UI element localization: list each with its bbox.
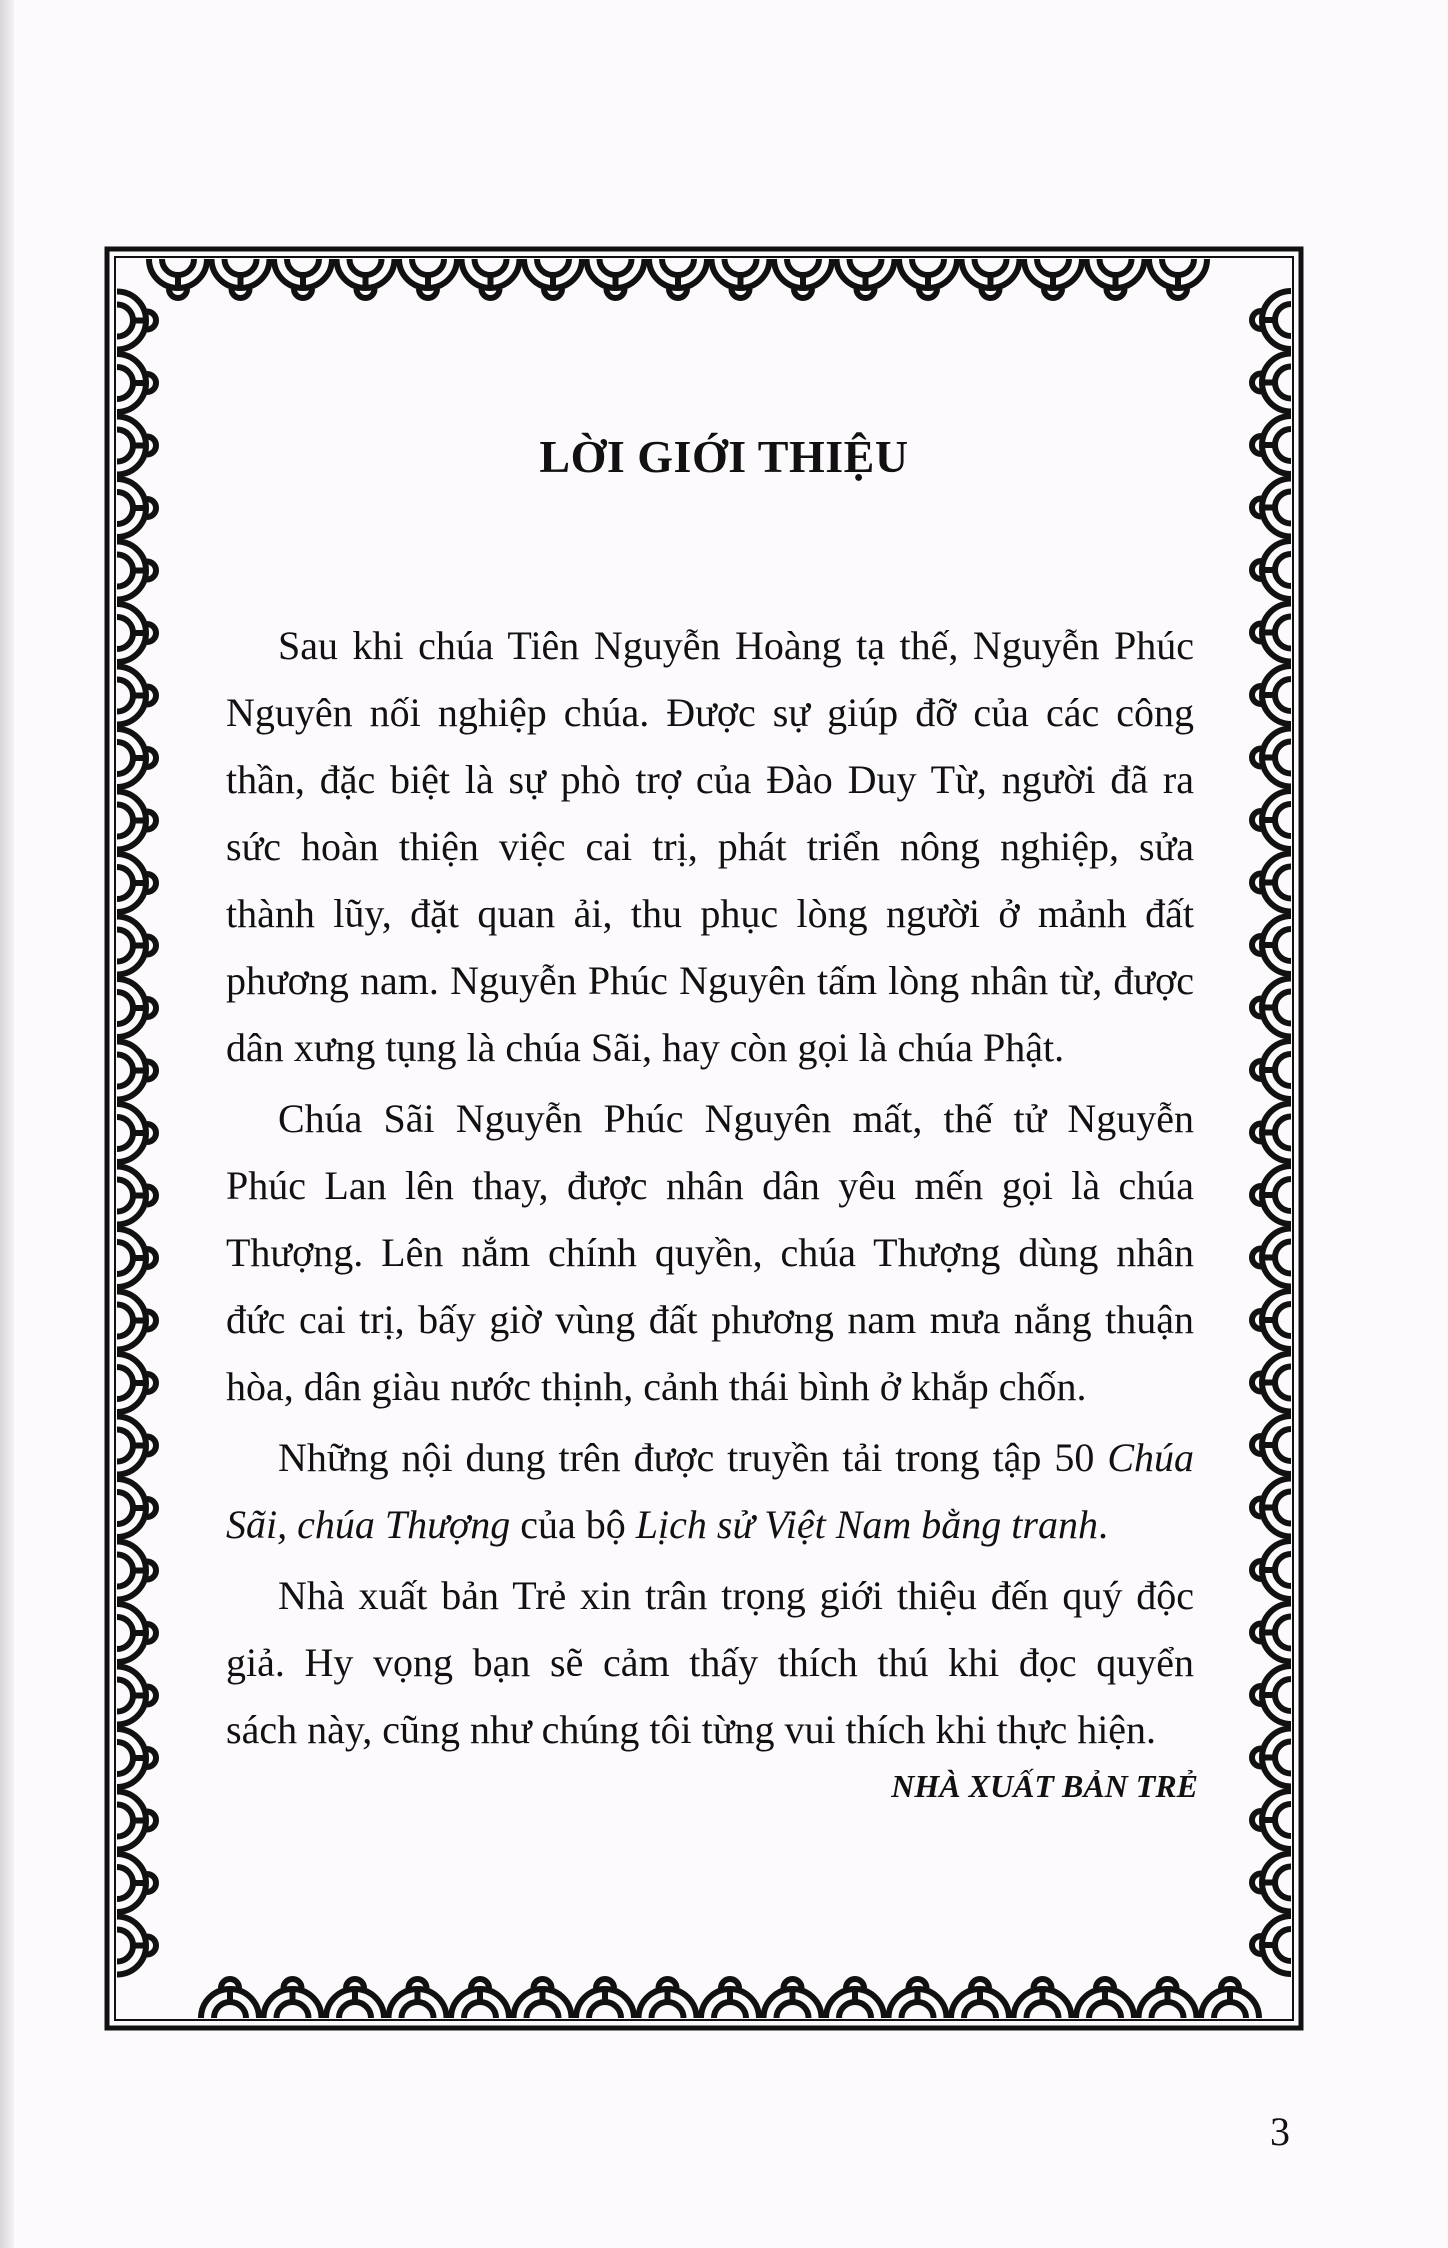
- border-motif-left: [117, 1042, 156, 1100]
- border-motif-right: [1252, 1729, 1291, 1787]
- border-motif-right: [1252, 541, 1291, 599]
- border-motif-right: [1252, 1416, 1291, 1474]
- paragraph: [226, 1424, 1194, 1558]
- border-motif-left: [117, 1542, 156, 1600]
- border-motif-top: [1087, 259, 1145, 298]
- border-motif-right: [1252, 854, 1291, 912]
- text-line: [226, 1424, 1194, 1491]
- border-motif-left: [117, 1729, 156, 1787]
- border-motif-bottom: [1014, 1979, 1072, 2018]
- italic-title-text: Lịch sử Việt Nam bằng tranh: [635, 1502, 1098, 1547]
- border-motif-right: [1252, 1604, 1291, 1662]
- border-motif-bottom: [264, 1979, 322, 2018]
- text-line: [226, 1696, 1194, 1763]
- border-motif-top: [274, 259, 332, 298]
- text-line: [226, 1014, 1194, 1081]
- border-motif-right: [1252, 791, 1291, 849]
- border-motif-left: [117, 1167, 156, 1225]
- border-motif-bottom: [451, 1979, 509, 2018]
- border-motif-right: [1252, 1041, 1291, 1099]
- border-motif-bottom: [576, 1979, 634, 2018]
- border-motif-left: [117, 292, 156, 350]
- border-motif-left: [117, 1604, 156, 1662]
- border-motif-bottom: [201, 1979, 259, 2018]
- border-motif-top: [899, 259, 957, 298]
- border-motif-left: [117, 729, 156, 787]
- border-motif-right: [1252, 1541, 1291, 1599]
- text-segment: thần, đặc biệt là sự phò trợ của Đào Duy Từ, người đã ra: [226, 757, 1194, 802]
- text-line: [226, 1286, 1194, 1353]
- text-segment: giả. Hy vọng bạn sẽ cảm thấy thích thú khi đọc quyển: [226, 1640, 1194, 1685]
- text-segment: thành lũy, đặt quan ải, thu phục lòng người ở mảnh đất: [226, 891, 1194, 936]
- border-motif-left: [117, 792, 156, 850]
- text-segment: .: [1097, 1502, 1108, 1547]
- border-motif-right: [1252, 729, 1291, 787]
- text-line: [226, 1629, 1194, 1696]
- border-motif-top: [587, 259, 645, 298]
- border-motif-left: [117, 1229, 156, 1287]
- text-line: [226, 1353, 1194, 1420]
- page-title: LỜI GIỚI THIỆU: [539, 431, 909, 482]
- text-line: [226, 880, 1194, 947]
- text-segment: Chúa Sãi Nguyễn Phúc Nguyên mất, thế tử Nguyễn: [278, 1096, 1194, 1141]
- border-motif-right: [1252, 1354, 1291, 1412]
- border-motif-top: [837, 259, 895, 298]
- border-motif-left: [117, 1479, 156, 1537]
- border-motif-top: [774, 259, 832, 298]
- text-line: [226, 947, 1194, 1014]
- border-motif-bottom: [889, 1979, 947, 2018]
- border-motif-right: [1252, 1666, 1291, 1724]
- border-motif-left: [117, 854, 156, 912]
- paragraph: [226, 612, 1194, 1081]
- italic-title-text: Sãi, chúa Thượng: [226, 1502, 511, 1547]
- border-motif-left: [117, 604, 156, 662]
- text-segment: sức hoàn thiện việc cai trị, phát triển nông nghiệp, sửa: [226, 824, 1194, 869]
- text-line: [226, 1491, 1194, 1558]
- border-motif-bottom: [826, 1979, 884, 2018]
- text-segment: Phúc Lan lên thay, được nhân dân yêu mến gọi là chúa: [226, 1163, 1194, 1208]
- text-line: [226, 1219, 1194, 1286]
- paragraph: [226, 1562, 1194, 1763]
- border-motif-bottom: [1201, 1979, 1259, 2018]
- text-segment: Thượng. Lên nắm chính quyền, chúa Thượng dùng nhân: [226, 1230, 1194, 1275]
- border-motif-left: [117, 1854, 156, 1912]
- border-motif-right: [1252, 979, 1291, 1037]
- border-motif-right: [1252, 1916, 1291, 1974]
- introduction-body: [226, 612, 1194, 1767]
- border-motif-bottom: [514, 1979, 572, 2018]
- border-motif-right: [1252, 1479, 1291, 1537]
- border-motif-left: [117, 542, 156, 600]
- border-motif-top: [462, 259, 520, 298]
- border-motif-left: [117, 1667, 156, 1725]
- border-motif-bottom: [701, 1979, 759, 2018]
- text-segment: Nhà xuất bản Trẻ xin trân trọng giới thiệu đến quý độc: [278, 1573, 1194, 1618]
- text-line: [226, 1562, 1194, 1629]
- border-motif-left: [117, 917, 156, 975]
- text-line: [226, 679, 1194, 746]
- border-motif-left: [117, 1104, 156, 1162]
- italic-title-text: Chúa: [1107, 1435, 1194, 1480]
- publisher-signature: NHÀ XUẤT BẢN TRẺ: [891, 1768, 1198, 1804]
- border-motif-left: [117, 1292, 156, 1350]
- border-motif-top: [337, 259, 395, 298]
- border-motif-top: [524, 259, 582, 298]
- text-segment: sách này, cũng như chúng tôi từng vui thích khi thực hiện.: [226, 1707, 1157, 1752]
- border-motif-bottom: [951, 1979, 1009, 2018]
- border-motif-left: [117, 1792, 156, 1850]
- border-motif-top: [712, 259, 770, 298]
- text-segment: Nguyên nối nghiệp chúa. Được sự giúp đỡ của các công: [226, 690, 1194, 735]
- border-motif-right: [1252, 354, 1291, 412]
- border-motif-bottom: [326, 1979, 384, 2018]
- text-line: [226, 1152, 1194, 1219]
- text-line: [226, 612, 1194, 679]
- border-motif-left: [117, 979, 156, 1037]
- border-motif-bottom: [389, 1979, 447, 2018]
- border-motif-left: [117, 1417, 156, 1475]
- border-motif-top: [212, 259, 270, 298]
- paragraph: [226, 1085, 1194, 1420]
- border-motif-right: [1252, 916, 1291, 974]
- border-motif-right: [1252, 1104, 1291, 1162]
- border-motif-top: [649, 259, 707, 298]
- border-motif-left: [117, 1917, 156, 1975]
- border-motif-left: [117, 1354, 156, 1412]
- border-motif-right: [1252, 1166, 1291, 1224]
- border-motif-right: [1252, 1229, 1291, 1287]
- border-motif-right: [1252, 604, 1291, 662]
- border-motif-right: [1252, 291, 1291, 349]
- border-motif-left: [117, 354, 156, 412]
- text-segment: hòa, dân giàu nước thịnh, cảnh thái bình ở khắp chốn.: [226, 1364, 1087, 1409]
- border-motif-top: [962, 259, 1020, 298]
- text-segment: của bộ: [510, 1502, 636, 1547]
- text-segment: phương nam. Nguyễn Phúc Nguyên tấm lòng nhân từ, được: [226, 958, 1194, 1003]
- text-line: [226, 1085, 1194, 1152]
- border-motif-bottom: [1076, 1979, 1134, 2018]
- border-motif-top: [399, 259, 457, 298]
- border-motif-left: [117, 667, 156, 725]
- text-segment: Những nội dung trên được truyền tải trong tập 50: [278, 1435, 1108, 1480]
- border-motif-right: [1252, 1791, 1291, 1849]
- border-motif-left: [117, 479, 156, 537]
- border-motif-right: [1252, 666, 1291, 724]
- text-segment: dân xưng tụng là chúa Sãi, hay còn gọi là chúa Phật.: [226, 1025, 1065, 1070]
- border-motif-bottom: [1139, 1979, 1197, 2018]
- border-motif-top: [1024, 259, 1082, 298]
- page-number: 3: [1270, 2109, 1290, 2154]
- border-motif-right: [1252, 479, 1291, 537]
- text-segment: Sau khi chúa Tiên Nguyễn Hoàng tạ thế, Nguyễn Phúc: [278, 623, 1194, 668]
- text-line: [226, 813, 1194, 880]
- border-motif-right: [1252, 1854, 1291, 1912]
- text-line: [226, 746, 1194, 813]
- text-segment: đức cai trị, bấy giờ vùng đất phương nam mưa nắng thuận: [226, 1297, 1194, 1342]
- border-motif-right: [1252, 1291, 1291, 1349]
- border-motif-top: [149, 259, 207, 298]
- border-motif-top: [1149, 259, 1207, 298]
- border-motif-bottom: [764, 1979, 822, 2018]
- border-motif-bottom: [639, 1979, 697, 2018]
